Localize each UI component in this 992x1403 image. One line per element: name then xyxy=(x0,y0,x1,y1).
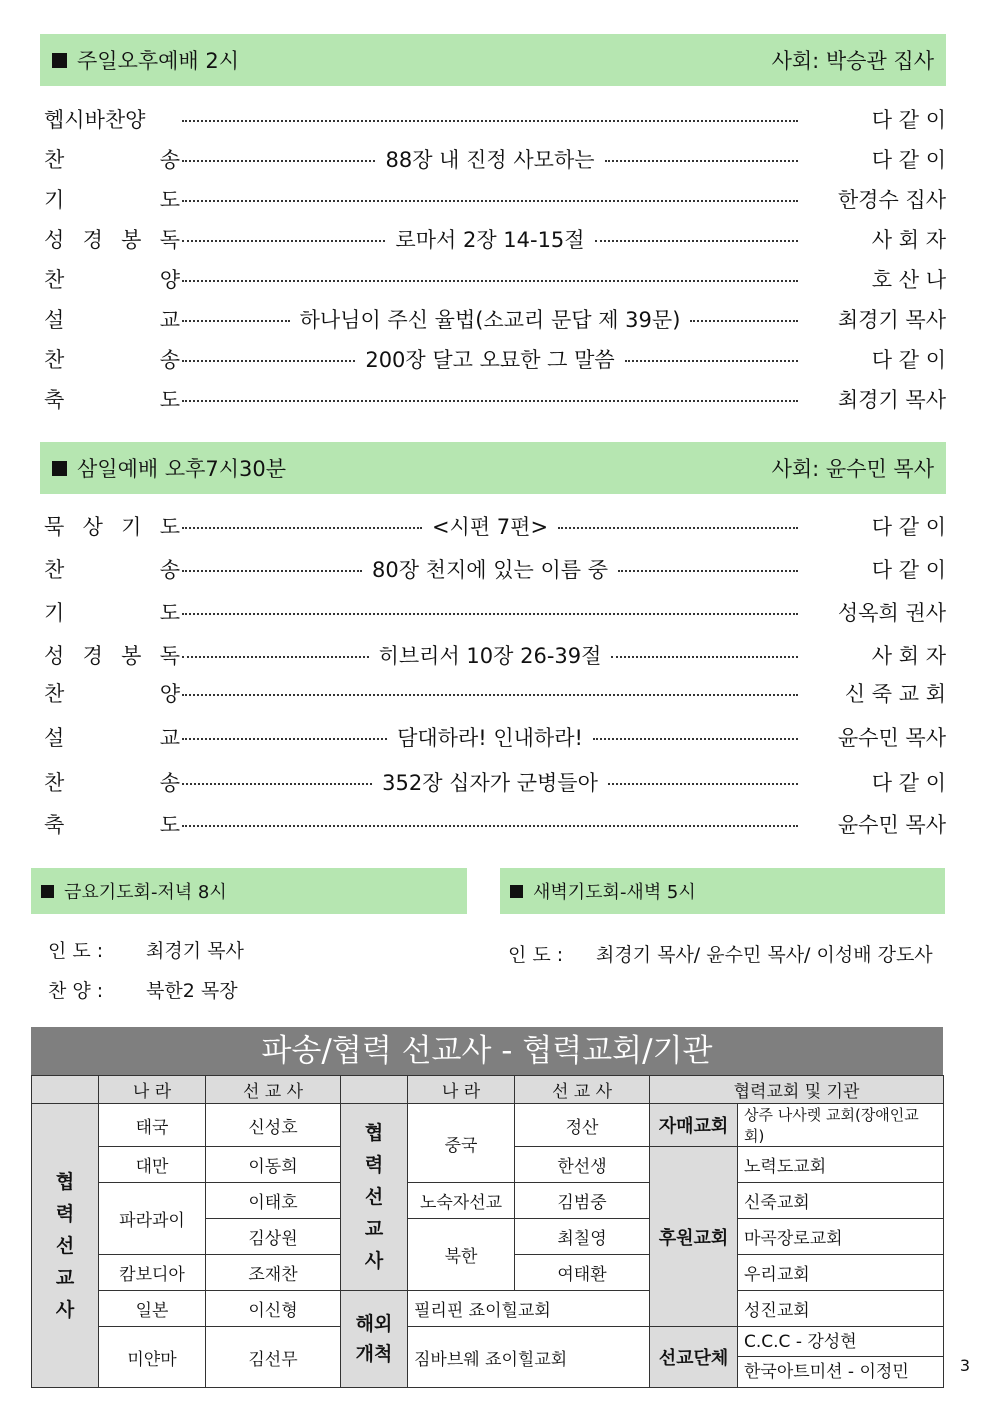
dotted-leader xyxy=(611,656,798,658)
order-label-char: 도 xyxy=(159,188,180,212)
order-label xyxy=(40,144,180,174)
vertical-group-label: 협 력 선 교 사 xyxy=(364,1122,384,1272)
friday-praise xyxy=(48,976,238,1003)
order-content: 담대하라! 인내하라! xyxy=(397,726,583,750)
order-person: 사 회 자 xyxy=(871,644,946,668)
group1-label xyxy=(32,1104,99,1388)
mission-orgs xyxy=(738,1327,944,1388)
order-label-char: 독 xyxy=(159,644,180,668)
dotted-leader xyxy=(182,400,798,402)
dotted-leader xyxy=(182,200,798,202)
missionary-cell: 이신형 xyxy=(206,1291,341,1327)
dotted-leader xyxy=(182,613,798,615)
order-leader-line xyxy=(182,196,798,202)
country-cell: 노숙자선교 xyxy=(408,1183,515,1219)
dotted-leader xyxy=(182,738,387,740)
order-label-char: 찬 xyxy=(44,268,65,292)
order-leader-line xyxy=(182,767,798,797)
order-label-char: 도 xyxy=(159,813,180,837)
dotted-leader xyxy=(182,320,290,322)
country-cell: 중국 xyxy=(408,1104,515,1183)
order-label xyxy=(40,554,180,584)
order-label-char: 찬 xyxy=(44,771,65,795)
dawn-leader-value: 최경기 목사/ 윤수민 목사/ 이성배 강도사 xyxy=(596,944,933,966)
order-person: 윤수민 목사 xyxy=(837,813,946,837)
order-row xyxy=(40,181,946,217)
dotted-leader xyxy=(618,570,798,572)
order-label xyxy=(40,511,180,541)
dotted-leader xyxy=(182,825,798,827)
missionary-cell: 김범중 xyxy=(515,1183,650,1219)
vertical-group-label: 협 력 선 교 사 xyxy=(55,1170,75,1321)
order-label-char: 경 xyxy=(82,228,103,252)
country-cell: 북한 xyxy=(408,1219,515,1291)
overseas-church: 짐바브웨 죠이힐교회 xyxy=(408,1327,650,1388)
dawn-prayer-title: 새벽기도회-새벽 5시 xyxy=(533,882,696,903)
order-label-char: 축 xyxy=(44,813,65,837)
header-blank xyxy=(341,1076,408,1104)
dotted-leader xyxy=(182,160,375,162)
order-row xyxy=(40,675,946,711)
missionary-cell: 신성호 xyxy=(206,1104,341,1147)
missionary-cell: 이동희 xyxy=(206,1147,341,1183)
order-row xyxy=(40,341,946,377)
order-row xyxy=(40,551,946,587)
sunday-service-title: 주일오후예배 2시 xyxy=(77,49,240,73)
order-row xyxy=(40,261,946,297)
order-content: 80장 천지에 있는 이름 중 xyxy=(372,558,608,582)
order-content: 히브리서 10장 26-39절 xyxy=(378,644,602,668)
friday-leader-value: 최경기 목사 xyxy=(146,940,244,962)
order-leader-line xyxy=(182,609,798,615)
sister-church-label: 자매교회 xyxy=(650,1104,738,1147)
missionary-cell: 조재찬 xyxy=(206,1255,341,1291)
sister-church: 상주 나사렛 교회(장애인교회) xyxy=(738,1104,944,1147)
wednesday-service-title: 삼일예배 오후7시30분 xyxy=(77,457,287,481)
order-label xyxy=(40,184,180,214)
order-person: 다 같 이 xyxy=(871,771,946,795)
order-label-char: 설 xyxy=(44,726,65,750)
table-row xyxy=(32,1291,944,1327)
mission-org: 한국아트미션 - 이정민 xyxy=(744,1362,909,1382)
order-row xyxy=(40,594,946,630)
order-person: 사 회 자 xyxy=(871,228,946,252)
order-label xyxy=(40,304,180,334)
dotted-leader xyxy=(625,360,798,362)
sunday-service-host: 사회: 박승관 집사 xyxy=(771,49,934,73)
wednesday-service-header xyxy=(40,442,946,494)
dotted-leader xyxy=(593,738,798,740)
square-bullet-icon xyxy=(510,885,523,898)
order-label-char: 설 xyxy=(44,308,65,332)
order-person: 다 같 이 xyxy=(871,348,946,372)
dotted-leader xyxy=(182,570,362,572)
order-person: 다 같 이 xyxy=(871,148,946,172)
header-country: 나 라 xyxy=(408,1076,515,1104)
country-cell: 일본 xyxy=(99,1291,206,1327)
order-label-char: 묵 xyxy=(44,515,65,539)
order-label-char: 찬 xyxy=(44,348,65,372)
friday-praise-key: 찬 양 : xyxy=(48,980,104,1002)
order-person: 최경기 목사 xyxy=(837,308,946,332)
table-row xyxy=(32,1104,944,1147)
dotted-leader xyxy=(182,360,355,362)
dotted-leader xyxy=(558,527,798,529)
order-label-char: 송 xyxy=(159,558,180,582)
group3-label xyxy=(341,1291,408,1388)
group2-label xyxy=(341,1104,408,1291)
order-row xyxy=(40,806,946,842)
order-row xyxy=(40,101,946,137)
order-person: 최경기 목사 xyxy=(837,388,946,412)
wednesday-service-host: 사회: 윤수민 목사 xyxy=(771,457,934,481)
order-person: 윤수민 목사 xyxy=(837,726,946,750)
square-bullet-icon xyxy=(41,885,54,898)
order-leader-line xyxy=(182,344,798,374)
order-label xyxy=(40,597,180,627)
order-label xyxy=(40,264,180,294)
order-person: 성옥희 권사 xyxy=(837,601,946,625)
missionary-cell: 여태환 xyxy=(515,1255,650,1291)
order-person: 다 같 이 xyxy=(871,108,946,132)
order-leader-line xyxy=(182,144,798,174)
friday-prayer-header xyxy=(31,868,467,914)
order-label xyxy=(40,344,180,374)
order-label xyxy=(40,722,180,752)
order-label-char: 봉 xyxy=(121,228,142,252)
order-label-char: 도 xyxy=(159,388,180,412)
table-header-row xyxy=(32,1076,944,1104)
missionary-cell: 최칠영 xyxy=(515,1219,650,1255)
order-leader-line xyxy=(182,224,798,254)
order-label-char: 양 xyxy=(159,682,180,706)
order-label-char: 교 xyxy=(159,726,180,750)
order-content: 352장 십자가 군병들아 xyxy=(382,771,598,795)
support-church: 우리교회 xyxy=(738,1255,944,1291)
missionary-cell: 김상원 xyxy=(206,1219,341,1255)
order-label-char: 헵시바찬양 xyxy=(44,108,146,132)
dotted-leader xyxy=(182,783,372,785)
order-label-char: 기 xyxy=(44,601,65,625)
mission-org-label: 선교단체 xyxy=(650,1327,738,1388)
vertical-group-label: 해외 개척 xyxy=(355,1313,393,1365)
order-leader-line xyxy=(182,116,798,122)
order-row xyxy=(40,637,946,673)
order-label-char: 성 xyxy=(44,228,65,252)
overseas-church: 필리핀 죠이힐교회 xyxy=(408,1291,650,1327)
order-label-char: 도 xyxy=(159,601,180,625)
country-cell: 태국 xyxy=(99,1104,206,1147)
order-label-char: 송 xyxy=(159,771,180,795)
header-missionary: 선 교 사 xyxy=(206,1076,341,1104)
order-label-char: 찬 xyxy=(44,682,65,706)
order-leader-line xyxy=(182,276,798,282)
order-label-char: 도 xyxy=(159,515,180,539)
friday-praise-value: 북한2 목장 xyxy=(146,980,238,1002)
order-leader-line xyxy=(182,511,798,541)
table-row xyxy=(32,1327,944,1388)
support-church: 신죽교회 xyxy=(738,1183,944,1219)
order-label-char: 교 xyxy=(159,308,180,332)
dotted-leader xyxy=(690,320,798,322)
mission-org: C.C.C - 강성현 xyxy=(738,1327,943,1357)
order-row xyxy=(40,301,946,337)
order-person: 다 같 이 xyxy=(871,558,946,582)
support-church: 마곡장로교회 xyxy=(738,1219,944,1255)
missionary-cell: 김선무 xyxy=(206,1327,341,1388)
order-label-char: 기 xyxy=(121,515,142,539)
order-label xyxy=(40,678,180,708)
order-person: 호 산 나 xyxy=(871,268,946,292)
order-label xyxy=(40,384,180,414)
order-content: <시편 7편> xyxy=(431,515,549,539)
country-cell: 대만 xyxy=(99,1147,206,1183)
support-church: 노력도교회 xyxy=(738,1147,944,1183)
order-label xyxy=(40,224,180,254)
missions-table-title: 파송/협력 선교사 - 협력교회/기관 xyxy=(31,1027,943,1075)
missionary-cell: 이태호 xyxy=(206,1183,341,1219)
country-cell: 파라과이 xyxy=(99,1183,206,1255)
table-row xyxy=(32,1183,944,1219)
order-leader-line xyxy=(182,304,798,334)
order-person: 신 죽 교 회 xyxy=(844,682,946,706)
order-leader-line xyxy=(182,690,798,696)
support-church: 성진교회 xyxy=(738,1291,944,1327)
order-label xyxy=(40,104,180,134)
missionary-cell: 정산 xyxy=(515,1104,650,1147)
country-cell: 캄보디아 xyxy=(99,1255,206,1291)
square-bullet-icon xyxy=(52,53,67,68)
header-blank xyxy=(32,1076,99,1104)
header-partner: 협력교회 및 기관 xyxy=(650,1076,944,1104)
dotted-leader xyxy=(595,240,798,242)
order-label-char: 독 xyxy=(159,228,180,252)
dotted-leader xyxy=(182,527,422,529)
order-label-char: 양 xyxy=(159,268,180,292)
order-content: 로마서 2장 14-15절 xyxy=(395,228,585,252)
header-missionary: 선 교 사 xyxy=(515,1076,650,1104)
order-label-char: 축 xyxy=(44,388,65,412)
order-row xyxy=(40,141,946,177)
header-country: 나 라 xyxy=(99,1076,206,1104)
dawn-leader xyxy=(508,940,933,967)
dotted-leader xyxy=(605,160,798,162)
order-label-char: 송 xyxy=(159,348,180,372)
dotted-leader xyxy=(182,120,798,122)
dotted-leader xyxy=(182,240,385,242)
missionary-cell: 한선생 xyxy=(515,1147,650,1183)
friday-prayer-title: 금요기도회-저녁 8시 xyxy=(64,882,227,903)
order-label-char: 기 xyxy=(44,188,65,212)
order-label-char: 봉 xyxy=(121,644,142,668)
order-leader-line xyxy=(182,722,798,752)
dotted-leader xyxy=(182,694,798,696)
order-label-char: 찬 xyxy=(44,558,65,582)
order-label-char: 찬 xyxy=(44,148,65,172)
sunday-service-header xyxy=(40,34,946,86)
order-person: 한경수 집사 xyxy=(837,188,946,212)
order-label xyxy=(40,767,180,797)
square-bullet-icon xyxy=(52,461,67,476)
order-row xyxy=(40,764,946,800)
order-leader-line xyxy=(182,396,798,402)
order-content: 88장 내 진정 사모하는 xyxy=(385,148,595,172)
order-label-char: 경 xyxy=(82,644,103,668)
order-row xyxy=(40,508,946,544)
order-label-char: 상 xyxy=(82,515,103,539)
order-label xyxy=(40,640,180,670)
country-cell: 미얀마 xyxy=(99,1327,206,1388)
dotted-leader xyxy=(182,656,369,658)
order-row xyxy=(40,719,946,755)
order-person: 다 같 이 xyxy=(871,515,946,539)
friday-leader xyxy=(48,936,244,963)
dawn-prayer-header xyxy=(500,868,945,914)
order-row xyxy=(40,381,946,417)
dawn-leader-key: 인 도 : xyxy=(508,944,564,966)
order-content: 200장 달고 오묘한 그 말씀 xyxy=(365,348,615,372)
support-church-label: 후원교회 xyxy=(650,1147,738,1327)
order-content: 하나님이 주신 율법(소교리 문답 제 39문) xyxy=(299,308,681,332)
order-label xyxy=(40,809,180,839)
dotted-leader xyxy=(182,280,798,282)
friday-leader-key: 인 도 : xyxy=(48,940,104,962)
order-label-char: 성 xyxy=(44,644,65,668)
order-leader-line xyxy=(182,821,798,827)
order-leader-line xyxy=(182,640,798,670)
order-leader-line xyxy=(182,554,798,584)
missions-table xyxy=(31,1075,944,1388)
page-number: 3 xyxy=(959,1356,970,1375)
order-row xyxy=(40,221,946,257)
dotted-leader xyxy=(608,783,798,785)
order-label-char: 송 xyxy=(159,148,180,172)
